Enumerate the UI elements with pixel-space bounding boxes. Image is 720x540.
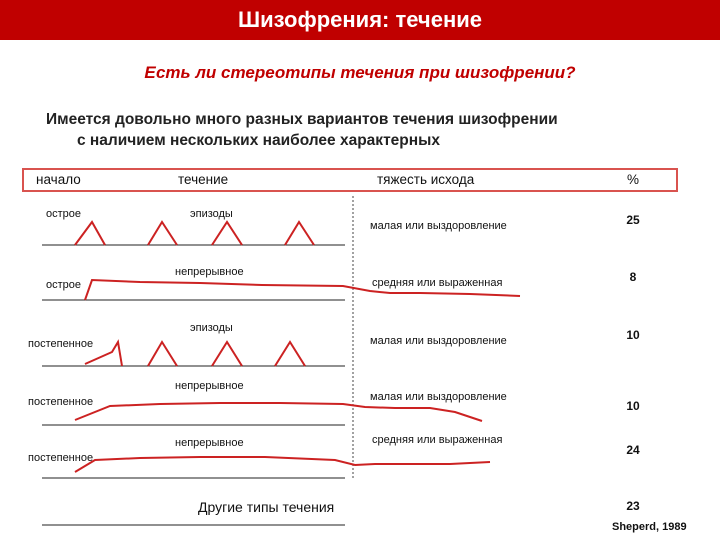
header-onset: начало [36,172,81,187]
row5-course-curve [75,457,490,472]
row1-outcome: малая или выздоровление [370,220,507,232]
row1-episode-1 [75,222,105,245]
row5-outcome: средняя или выраженная [372,434,503,446]
row2-outcome: средняя или выраженная [372,277,503,289]
other-types-percent: 23 [626,499,640,513]
row3-onset: постепенное [28,338,94,350]
subtitle-question: Есть ли стереотипы течения при шизофрении? [144,63,576,82]
row4-course: непрерывное [175,380,244,392]
row2-onset: острое [46,279,82,291]
source-citation: Sheperd, 1989 [612,521,687,533]
row3-episode-2 [212,342,242,366]
row4-outcome: малая или выздоровление [370,391,507,403]
row5-course: непрерывное [175,437,244,449]
header-percent: % [627,172,640,187]
header-course: течение [178,172,229,187]
row2-percent: 8 [629,270,637,284]
row1-course: эпизоды [190,208,233,220]
header-outcome: тяжесть исхода [377,172,475,187]
row3-episode-1 [148,342,177,366]
row5-percent: 24 [626,443,640,457]
row4-onset: постепенное [28,396,94,408]
row2-course: непрерывное [175,266,244,278]
row1-episode-3 [212,222,242,245]
intro-line-2: с наличием нескольких наиболее характерных [77,132,440,149]
row1-episode-2 [148,222,177,245]
row1-onset: острое [46,208,82,220]
row3-percent: 10 [626,328,640,342]
row3-outcome: малая или выздоровление [370,335,507,347]
row4-percent: 10 [626,399,640,413]
row3-course: эпизоды [190,322,233,334]
other-types-label: Другие типы течения [198,499,335,515]
page-title: Шизофрения: течение [238,7,482,32]
row4-course-curve [75,403,482,421]
row5-onset: постепенное [28,452,94,464]
row3-episode-3 [275,342,305,366]
row1-percent: 25 [626,213,640,227]
row1-episode-4 [285,222,314,245]
intro-line-1: Имеется довольно много разных вариантов течения шизофрении [46,111,558,128]
